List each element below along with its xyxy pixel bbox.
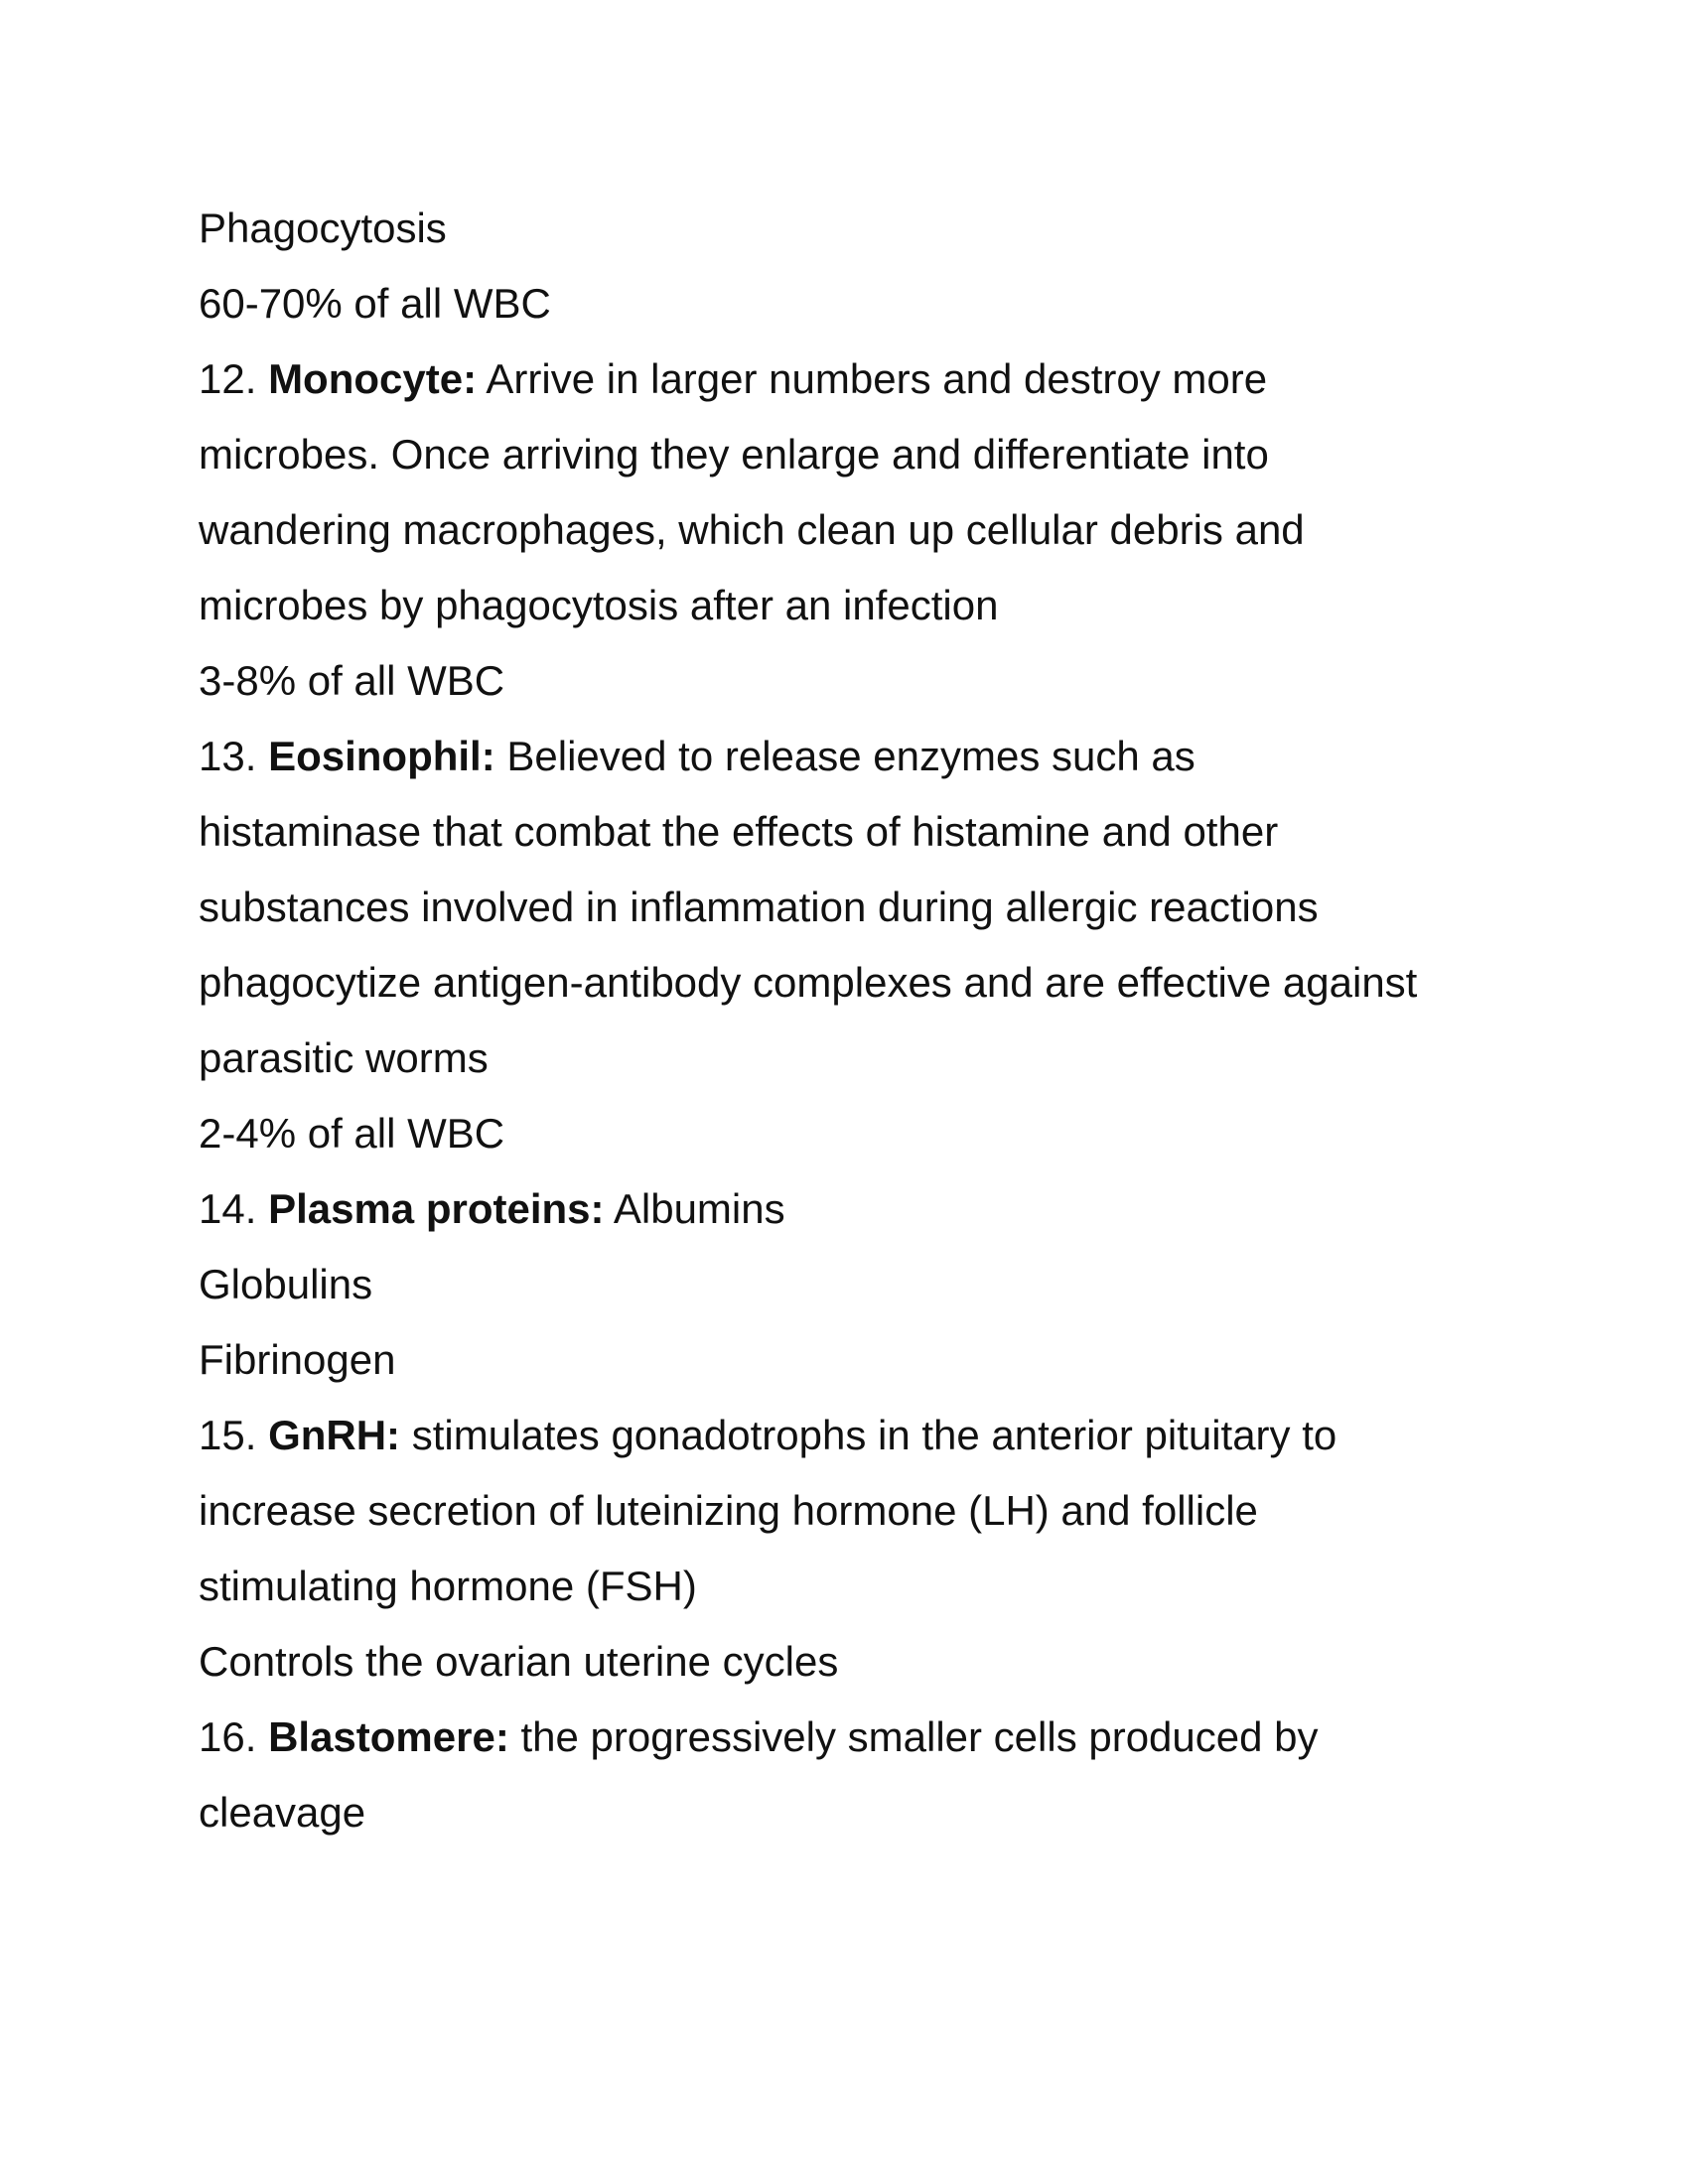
term-gnrh: GnRH: bbox=[268, 1412, 401, 1458]
item-number: 13. bbox=[199, 733, 269, 779]
text-line bbox=[199, 1775, 1509, 1850]
line-text: substances involved in inflammation during allergic reactions bbox=[199, 884, 1319, 930]
list-item-gnrh bbox=[199, 1398, 1509, 1473]
text-line bbox=[199, 870, 1509, 945]
text-line bbox=[199, 1624, 1509, 1700]
text-line bbox=[199, 945, 1509, 1021]
line-text: wandering macrophages, which clean up cellular debris and bbox=[199, 506, 1305, 553]
line-text: stimulates gonadotrophs in the anterior pituitary to bbox=[400, 1412, 1337, 1458]
line-text: Phagocytosis bbox=[199, 205, 447, 251]
term-plasma-proteins: Plasma proteins: bbox=[268, 1185, 605, 1232]
text-line bbox=[199, 794, 1509, 870]
list-item-blastomere bbox=[199, 1700, 1509, 1775]
text-line bbox=[199, 266, 1509, 341]
line-text: Albumins bbox=[604, 1185, 785, 1232]
list-item-plasma-proteins bbox=[199, 1171, 1509, 1247]
line-text: microbes by phagocytosis after an infection bbox=[199, 582, 999, 628]
line-text: phagocytize antigen-antibody complexes and are effective against bbox=[199, 959, 1418, 1006]
text-line bbox=[199, 1322, 1509, 1398]
list-item-eosinophil bbox=[199, 719, 1509, 794]
document-page bbox=[199, 191, 1509, 1850]
text-line bbox=[199, 1247, 1509, 1322]
line-text: cleavage bbox=[199, 1789, 366, 1836]
text-line bbox=[199, 191, 1509, 266]
list-item-monocyte bbox=[199, 341, 1509, 417]
line-text: Globulins bbox=[199, 1261, 373, 1307]
text-line bbox=[199, 492, 1509, 568]
line-text: 3-8% of all WBC bbox=[199, 657, 505, 704]
line-text: the progressively smaller cells produced by bbox=[508, 1713, 1319, 1760]
item-number: 15. bbox=[199, 1412, 269, 1458]
line-text: Believed to release enzymes such as bbox=[494, 733, 1196, 779]
text-line bbox=[199, 1096, 1509, 1171]
item-number: 12. bbox=[199, 355, 269, 402]
item-number: 14. bbox=[199, 1185, 269, 1232]
text-line bbox=[199, 568, 1509, 643]
text-line bbox=[199, 1473, 1509, 1549]
line-text: 2-4% of all WBC bbox=[199, 1110, 505, 1157]
line-text: histaminase that combat the effects of histamine and other bbox=[199, 808, 1279, 855]
line-text: 60-70% of all WBC bbox=[199, 280, 551, 327]
text-line bbox=[199, 417, 1509, 492]
line-text: Fibrinogen bbox=[199, 1336, 396, 1383]
term-blastomere: Blastomere: bbox=[268, 1713, 509, 1760]
text-line bbox=[199, 643, 1509, 719]
line-text: microbes. Once arriving they enlarge and differentiate into bbox=[199, 431, 1269, 478]
term-eosinophil: Eosinophil: bbox=[268, 733, 495, 779]
line-text: parasitic worms bbox=[199, 1034, 489, 1081]
term-monocyte: Monocyte: bbox=[268, 355, 478, 402]
text-line bbox=[199, 1021, 1509, 1096]
text-line bbox=[199, 1549, 1509, 1624]
line-text: Controls the ovarian uterine cycles bbox=[199, 1638, 839, 1685]
line-text: Arrive in larger numbers and destroy more bbox=[477, 355, 1268, 402]
item-number: 16. bbox=[199, 1713, 269, 1760]
line-text: increase secretion of luteinizing hormone (LH) and follicle bbox=[199, 1487, 1258, 1534]
line-text: stimulating hormone (FSH) bbox=[199, 1563, 697, 1609]
